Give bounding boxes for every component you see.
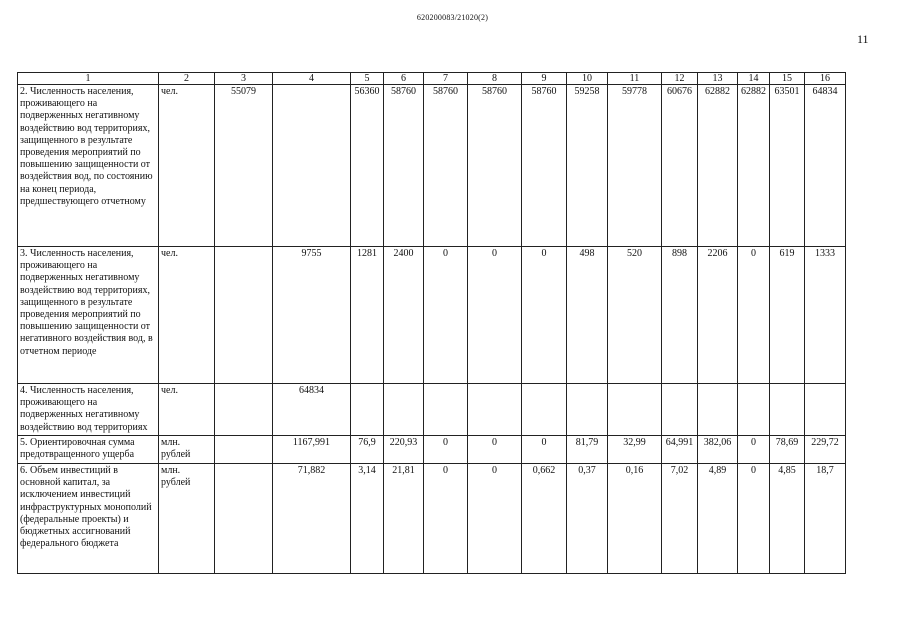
header-cell: 15 bbox=[770, 73, 805, 85]
value-cell: 64,991 bbox=[662, 436, 698, 464]
value-cell: 220,93 bbox=[384, 436, 424, 464]
value-cell: 0,662 bbox=[522, 464, 567, 574]
value-cell: 0 bbox=[738, 436, 770, 464]
unit-cell: чел. bbox=[159, 247, 215, 384]
value-cell bbox=[738, 384, 770, 436]
value-cell: 21,81 bbox=[384, 464, 424, 574]
header-cell: 7 bbox=[424, 73, 468, 85]
page-number: 11 bbox=[857, 32, 869, 46]
value-cell bbox=[215, 436, 273, 464]
header-cell: 16 bbox=[805, 73, 846, 85]
indicator-name: 3. Численность населения, проживающего на подверженных негативному воздействию вод территориях, защищенного в результате проведения мероприятий по повышению защищенности от негативного воздействия вод, в отчетном периоде bbox=[18, 247, 159, 384]
unit-cell: чел. bbox=[159, 85, 215, 247]
value-cell: 56360 bbox=[351, 85, 384, 247]
value-cell: 2206 bbox=[698, 247, 738, 384]
header-cell: 1 bbox=[18, 73, 159, 85]
value-cell: 4,89 bbox=[698, 464, 738, 574]
table-row bbox=[18, 436, 846, 464]
value-cell bbox=[662, 384, 698, 436]
value-cell: 58760 bbox=[522, 85, 567, 247]
value-cell: 58760 bbox=[468, 85, 522, 247]
value-cell: 0 bbox=[522, 247, 567, 384]
value-cell bbox=[215, 384, 273, 436]
value-cell: 0 bbox=[738, 247, 770, 384]
unit-cell: чел. bbox=[159, 384, 215, 436]
value-cell: 58760 bbox=[424, 85, 468, 247]
value-cell: 2400 bbox=[384, 247, 424, 384]
header-cell: 4 bbox=[273, 73, 351, 85]
value-cell bbox=[384, 384, 424, 436]
header-cell: 11 bbox=[608, 73, 662, 85]
value-cell: 59778 bbox=[608, 85, 662, 247]
value-cell bbox=[468, 384, 522, 436]
table-row bbox=[18, 247, 846, 384]
value-cell: 1281 bbox=[351, 247, 384, 384]
value-cell: 18,7 bbox=[805, 464, 846, 574]
value-cell: 1167,991 bbox=[273, 436, 351, 464]
table-row bbox=[18, 384, 846, 436]
indicators-table bbox=[17, 72, 846, 574]
indicator-name: 5. Ориентировочная сумма предотвращенного ущерба bbox=[18, 436, 159, 464]
value-cell: 4,85 bbox=[770, 464, 805, 574]
header-cell: 8 bbox=[468, 73, 522, 85]
header-cell: 13 bbox=[698, 73, 738, 85]
value-cell: 0 bbox=[424, 436, 468, 464]
value-cell: 64834 bbox=[273, 384, 351, 436]
value-cell: 0 bbox=[468, 247, 522, 384]
value-cell: 62882 bbox=[738, 85, 770, 247]
indicator-name: 2. Численность населения, проживающего на подверженных негативному воздействию вод территориях, защищенного в результате проведения мероприятий по повышению защищенности от воздействия вод, по состоянию на конец периода, предшествующего отчетному bbox=[18, 85, 159, 247]
value-cell: 619 bbox=[770, 247, 805, 384]
unit-cell: млн. рублей bbox=[159, 436, 215, 464]
header-row bbox=[18, 73, 846, 85]
value-cell: 9755 bbox=[273, 247, 351, 384]
value-cell bbox=[273, 85, 351, 247]
value-cell bbox=[215, 464, 273, 574]
indicator-name: 4. Численность населения, проживающего на подверженных негативному воздействию вод территориях bbox=[18, 384, 159, 436]
value-cell: 0,37 bbox=[567, 464, 608, 574]
value-cell: 0 bbox=[468, 436, 522, 464]
value-cell bbox=[424, 384, 468, 436]
table-row bbox=[18, 464, 846, 574]
value-cell bbox=[770, 384, 805, 436]
document-code: 620200083/21020(2) bbox=[416, 13, 489, 22]
value-cell: 382,06 bbox=[698, 436, 738, 464]
unit-cell: млн. рублей bbox=[159, 464, 215, 574]
value-cell: 81,79 bbox=[567, 436, 608, 464]
value-cell: 0 bbox=[522, 436, 567, 464]
table-row bbox=[18, 85, 846, 247]
value-cell: 3,14 bbox=[351, 464, 384, 574]
value-cell: 498 bbox=[567, 247, 608, 384]
indicator-name: 6. Объем инвестиций в основной капитал, за исключением инвестиций инфраструктурных монополий (федеральные проекты) и бюджетных ассигнований федерального бюджета bbox=[18, 464, 159, 574]
header-cell: 9 bbox=[522, 73, 567, 85]
value-cell bbox=[351, 384, 384, 436]
value-cell: 0 bbox=[424, 247, 468, 384]
value-cell: 7,02 bbox=[662, 464, 698, 574]
value-cell: 0 bbox=[468, 464, 522, 574]
value-cell: 60676 bbox=[662, 85, 698, 247]
value-cell: 898 bbox=[662, 247, 698, 384]
header-cell: 10 bbox=[567, 73, 608, 85]
value-cell: 32,99 bbox=[608, 436, 662, 464]
value-cell: 55079 bbox=[215, 85, 273, 247]
header-cell: 6 bbox=[384, 73, 424, 85]
value-cell: 0,16 bbox=[608, 464, 662, 574]
value-cell: 62882 bbox=[698, 85, 738, 247]
value-cell bbox=[805, 384, 846, 436]
header-cell: 2 bbox=[159, 73, 215, 85]
value-cell bbox=[698, 384, 738, 436]
value-cell bbox=[567, 384, 608, 436]
header-cell: 12 bbox=[662, 73, 698, 85]
value-cell: 76,9 bbox=[351, 436, 384, 464]
value-cell: 0 bbox=[738, 464, 770, 574]
value-cell: 78,69 bbox=[770, 436, 805, 464]
header-cell: 3 bbox=[215, 73, 273, 85]
value-cell: 58760 bbox=[384, 85, 424, 247]
value-cell: 63501 bbox=[770, 85, 805, 247]
value-cell: 229,72 bbox=[805, 436, 846, 464]
value-cell: 520 bbox=[608, 247, 662, 384]
value-cell: 1333 bbox=[805, 247, 846, 384]
value-cell: 0 bbox=[424, 464, 468, 574]
value-cell: 59258 bbox=[567, 85, 608, 247]
value-cell bbox=[608, 384, 662, 436]
value-cell bbox=[522, 384, 567, 436]
header-cell: 14 bbox=[738, 73, 770, 85]
value-cell bbox=[215, 247, 273, 384]
value-cell: 64834 bbox=[805, 85, 846, 247]
value-cell: 71,882 bbox=[273, 464, 351, 574]
header-cell: 5 bbox=[351, 73, 384, 85]
